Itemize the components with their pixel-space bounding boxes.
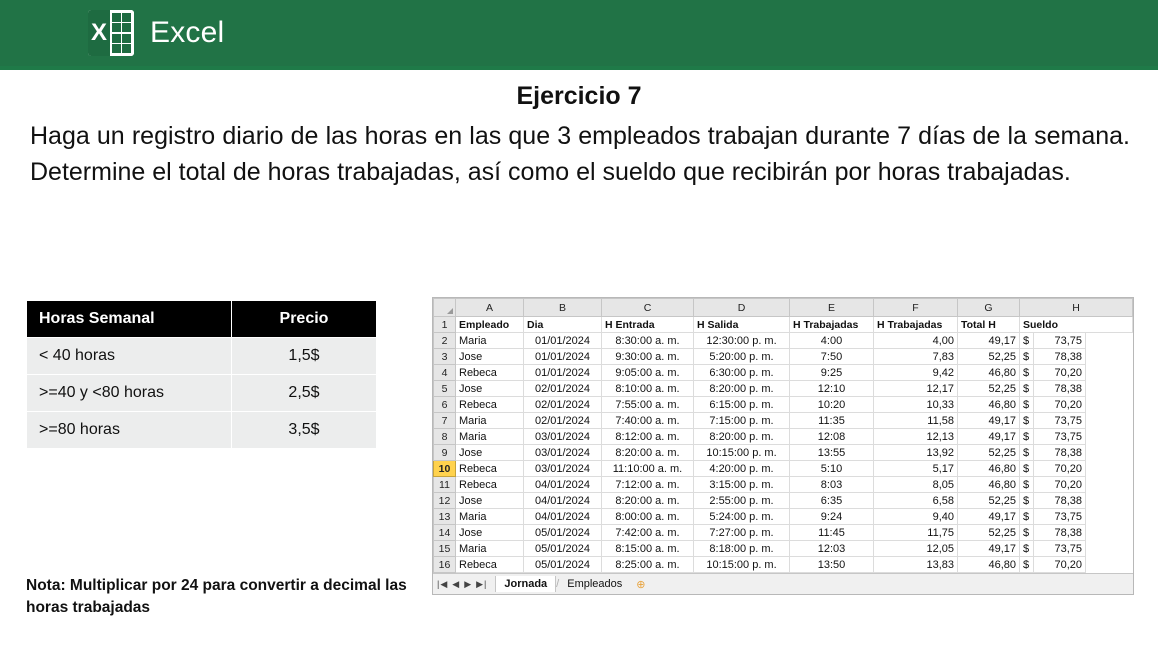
sheet-cell[interactable]: $ bbox=[1020, 397, 1034, 413]
sheet-cell[interactable]: 78,38 bbox=[1034, 493, 1086, 509]
sheet-cell[interactable]: 12:10 bbox=[790, 381, 874, 397]
sheet-cell[interactable]: $ bbox=[1020, 381, 1034, 397]
column-header-f[interactable]: F bbox=[874, 299, 958, 317]
sheet-cell[interactable]: 5:20:00 p. m. bbox=[694, 349, 790, 365]
sheet-cell[interactable]: 8,05 bbox=[874, 477, 958, 493]
sheet-cell[interactable]: $ bbox=[1020, 509, 1034, 525]
sheet-cell[interactable]: 7:15:00 p. m. bbox=[694, 413, 790, 429]
price-row-price: 1,5$ bbox=[232, 338, 377, 375]
sheet-row-5 bbox=[434, 381, 1133, 397]
sheet-header-cell[interactable]: H Trabajadas bbox=[790, 317, 874, 333]
sheet-cell[interactable]: Rebeca bbox=[456, 397, 524, 413]
sheet-cell[interactable]: 8:18:00 p. m. bbox=[694, 541, 790, 557]
sheet-header-cell[interactable]: Total H bbox=[958, 317, 1020, 333]
sheet-cell[interactable]: 70,20 bbox=[1034, 557, 1086, 573]
sheet-cell[interactable]: Rebeca bbox=[456, 557, 524, 573]
sheet-cell[interactable]: 52,25 bbox=[958, 445, 1020, 461]
sheet-row-6 bbox=[434, 397, 1133, 413]
sheet-cell[interactable]: 8:20:00 p. m. bbox=[694, 429, 790, 445]
sheet-cell[interactable]: 8:10:00 a. m. bbox=[602, 381, 694, 397]
row-header-11[interactable]: 11 bbox=[434, 477, 456, 493]
sheet-cell[interactable]: 04/01/2024 bbox=[524, 477, 602, 493]
sheet-cell[interactable]: 70,20 bbox=[1034, 397, 1086, 413]
header-divider bbox=[0, 66, 1158, 70]
sheet-cell[interactable]: 13:50 bbox=[790, 557, 874, 573]
sheet-cell[interactable]: 8:20:00 a. m. bbox=[602, 445, 694, 461]
sheet-cell[interactable]: $ bbox=[1020, 445, 1034, 461]
sheet-tab-empleados[interactable]: Empleados bbox=[567, 578, 623, 590]
sheet-cell[interactable]: 02/01/2024 bbox=[524, 413, 602, 429]
sheet-cell[interactable]: $ bbox=[1020, 557, 1034, 573]
sheet-row-13 bbox=[434, 509, 1133, 525]
sheet-cell[interactable]: 9,42 bbox=[874, 365, 958, 381]
sheet-cell[interactable]: Jose bbox=[456, 445, 524, 461]
sheet-header-cell[interactable]: Dia bbox=[524, 317, 602, 333]
row-header-14[interactable]: 14 bbox=[434, 525, 456, 541]
sheet-row-12 bbox=[434, 493, 1133, 509]
sheet-cell[interactable]: 12,17 bbox=[874, 381, 958, 397]
sheet-cell[interactable]: 10,33 bbox=[874, 397, 958, 413]
sheet-row-3 bbox=[434, 349, 1133, 365]
app-header bbox=[0, 0, 1158, 66]
sheet-row-8 bbox=[434, 429, 1133, 445]
sheet-cell[interactable]: 46,80 bbox=[958, 557, 1020, 573]
sheet-cell[interactable]: 9,40 bbox=[874, 509, 958, 525]
sheet-header-cell[interactable]: Empleado bbox=[456, 317, 524, 333]
sheet-row-1 bbox=[434, 317, 1133, 333]
tab-separator: / bbox=[556, 578, 560, 590]
row-header-12[interactable]: 12 bbox=[434, 493, 456, 509]
sheet-cell[interactable]: $ bbox=[1020, 429, 1034, 445]
sheet-cell[interactable]: 8:12:00 a. m. bbox=[602, 429, 694, 445]
sheet-cell[interactable]: 11,75 bbox=[874, 525, 958, 541]
sheet-cell[interactable]: 4,00 bbox=[874, 333, 958, 349]
sheet-cell[interactable]: 78,38 bbox=[1034, 381, 1086, 397]
sheet-cell[interactable]: 49,17 bbox=[958, 413, 1020, 429]
sheet-cell[interactable]: 52,25 bbox=[958, 381, 1020, 397]
row-header-8[interactable]: 8 bbox=[434, 429, 456, 445]
price-table-row bbox=[27, 338, 377, 375]
sheet-tab-bar bbox=[433, 573, 1133, 594]
column-header-e[interactable]: E bbox=[790, 299, 874, 317]
price-table-row bbox=[27, 412, 377, 449]
sheet-cell[interactable]: 03/01/2024 bbox=[524, 461, 602, 477]
sheet-cell[interactable]: 49,17 bbox=[958, 429, 1020, 445]
sheet-cell[interactable]: Maria bbox=[456, 429, 524, 445]
app-title: Excel bbox=[150, 16, 225, 49]
sheet-cell[interactable]: $ bbox=[1020, 413, 1034, 429]
sheet-cell[interactable]: $ bbox=[1020, 461, 1034, 477]
excel-logo-icon bbox=[88, 10, 134, 56]
sheet-cell[interactable]: 02/01/2024 bbox=[524, 381, 602, 397]
sheet-row-9 bbox=[434, 445, 1133, 461]
sheet-cell[interactable]: 4:00 bbox=[790, 333, 874, 349]
sheet-cell[interactable]: Maria bbox=[456, 509, 524, 525]
sheet-row-15 bbox=[434, 541, 1133, 557]
price-row-hours: < 40 horas bbox=[27, 338, 232, 375]
sheet-cell[interactable]: 10:15:00 p. m. bbox=[694, 445, 790, 461]
new-sheet-icon[interactable]: ⊕ bbox=[636, 578, 646, 591]
sheet-cell[interactable]: 6:35 bbox=[790, 493, 874, 509]
sheet-cell[interactable]: 13,83 bbox=[874, 557, 958, 573]
price-table-header-hours: Horas Semanal bbox=[27, 301, 232, 338]
sheet-cell[interactable]: 03/01/2024 bbox=[524, 429, 602, 445]
sheet-header-cell[interactable]: H Salida bbox=[694, 317, 790, 333]
sheet-cell[interactable]: 70,20 bbox=[1034, 461, 1086, 477]
row-header-15[interactable]: 15 bbox=[434, 541, 456, 557]
sheet-cell[interactable]: 5:10 bbox=[790, 461, 874, 477]
column-header-row bbox=[434, 299, 1133, 317]
sheet-cell[interactable]: 12:03 bbox=[790, 541, 874, 557]
logo-grid-icon bbox=[110, 10, 134, 56]
sheet-header-cell[interactable]: H Entrada bbox=[602, 317, 694, 333]
sheet-tab-jornada[interactable]: Jornada bbox=[495, 576, 556, 592]
sheet-cell[interactable]: 04/01/2024 bbox=[524, 493, 602, 509]
sheet-cell[interactable]: 73,75 bbox=[1034, 413, 1086, 429]
sheet-cell[interactable]: $ bbox=[1020, 541, 1034, 557]
sheet-cell[interactable]: 73,75 bbox=[1034, 509, 1086, 525]
sheet-row-10 bbox=[434, 461, 1133, 477]
price-row-hours: >=40 y <80 horas bbox=[27, 375, 232, 412]
price-table-header-row bbox=[27, 301, 377, 338]
sheet-cell[interactable]: 9:05:00 a. m. bbox=[602, 365, 694, 381]
price-table-row bbox=[27, 375, 377, 412]
sheet-cell[interactable]: 6:30:00 p. m. bbox=[694, 365, 790, 381]
sheet-cell[interactable]: 03/01/2024 bbox=[524, 445, 602, 461]
sheet-cell[interactable]: 7:42:00 a. m. bbox=[602, 525, 694, 541]
row-header-16[interactable]: 16 bbox=[434, 557, 456, 573]
sheet-cell[interactable]: 7:50 bbox=[790, 349, 874, 365]
sheet-cell[interactable]: 8:20:00 p. m. bbox=[694, 381, 790, 397]
sheet-nav-arrows[interactable] bbox=[437, 579, 487, 590]
sheet-cell[interactable]: 6,58 bbox=[874, 493, 958, 509]
sheet-cell[interactable]: Maria bbox=[456, 333, 524, 349]
sheet-cell[interactable]: 12:08 bbox=[790, 429, 874, 445]
select-all-corner[interactable] bbox=[434, 299, 456, 317]
price-row-hours: >=80 horas bbox=[27, 412, 232, 449]
sheet-cell[interactable]: $ bbox=[1020, 525, 1034, 541]
sheet-cell[interactable]: 10:20 bbox=[790, 397, 874, 413]
sheet-cell[interactable]: 8:30:00 a. m. bbox=[602, 333, 694, 349]
sheet-cell[interactable]: 49,17 bbox=[958, 333, 1020, 349]
sheet-cell[interactable]: 7,83 bbox=[874, 349, 958, 365]
column-header-a[interactable]: A bbox=[456, 299, 524, 317]
first-sheet-icon[interactable]: |◀ bbox=[437, 578, 449, 589]
prev-sheet-icon[interactable]: ◀ bbox=[452, 578, 461, 589]
sheet-header-cell[interactable]: Sueldo bbox=[1020, 317, 1133, 333]
sheet-cell[interactable]: 5,17 bbox=[874, 461, 958, 477]
exercise-title: Ejercicio 7 bbox=[516, 82, 642, 110]
sheet-cell[interactable]: 49,17 bbox=[958, 509, 1020, 525]
sheet-cell[interactable]: Rebeca bbox=[456, 477, 524, 493]
sheet-cell[interactable]: 46,80 bbox=[958, 397, 1020, 413]
spreadsheet-screenshot bbox=[432, 297, 1134, 595]
exercise-paragraph: Haga un registro diario de las horas en las que 3 empleados trabajan durante 7 días de la semana. Determine el total de horas trabajadas, así como el sueldo que recibirán por horas trabajadas. bbox=[30, 122, 1130, 187]
sheet-cell[interactable]: 05/01/2024 bbox=[524, 557, 602, 573]
sheet-cell[interactable]: 11:45 bbox=[790, 525, 874, 541]
row-header-1[interactable]: 1 bbox=[434, 317, 456, 333]
price-row-price: 3,5$ bbox=[232, 412, 377, 449]
sheet-cell[interactable]: 78,38 bbox=[1034, 349, 1086, 365]
row-header-3[interactable]: 3 bbox=[434, 349, 456, 365]
price-table-header-price: Precio bbox=[232, 301, 377, 338]
sheet-cell[interactable]: Rebeca bbox=[456, 365, 524, 381]
sheet-cell[interactable]: 9:25 bbox=[790, 365, 874, 381]
price-table bbox=[26, 300, 377, 449]
sheet-cell[interactable]: 10:15:00 p. m. bbox=[694, 557, 790, 573]
sheet-cell[interactable]: 01/01/2024 bbox=[524, 349, 602, 365]
sheet-cell[interactable]: 01/01/2024 bbox=[524, 333, 602, 349]
price-row-price: 2,5$ bbox=[232, 375, 377, 412]
row-header-13[interactable]: 13 bbox=[434, 509, 456, 525]
sheet-cell[interactable]: 04/01/2024 bbox=[524, 509, 602, 525]
sheet-cell[interactable]: 9:24 bbox=[790, 509, 874, 525]
sheet-cell[interactable]: 73,75 bbox=[1034, 333, 1086, 349]
sheet-cell[interactable]: Maria bbox=[456, 413, 524, 429]
sheet-cell[interactable]: 05/01/2024 bbox=[524, 541, 602, 557]
sheet-cell[interactable]: Jose bbox=[456, 493, 524, 509]
sheet-row-16 bbox=[434, 557, 1133, 573]
sheet-cell[interactable]: 52,25 bbox=[958, 493, 1020, 509]
row-header-5[interactable]: 5 bbox=[434, 381, 456, 397]
sheet-row-14 bbox=[434, 525, 1133, 541]
sheet-cell[interactable]: 52,25 bbox=[958, 349, 1020, 365]
row-header-6[interactable]: 6 bbox=[434, 397, 456, 413]
sheet-cell[interactable]: 9:30:00 a. m. bbox=[602, 349, 694, 365]
sheet-cell[interactable]: 05/01/2024 bbox=[524, 525, 602, 541]
column-header-h[interactable]: H bbox=[1020, 299, 1133, 317]
sheet-cell[interactable]: 7:55:00 a. m. bbox=[602, 397, 694, 413]
row-header-9[interactable]: 9 bbox=[434, 445, 456, 461]
sheet-cell[interactable]: 01/01/2024 bbox=[524, 365, 602, 381]
sheet-cell[interactable]: 8:20:00 a. m. bbox=[602, 493, 694, 509]
sheet-row-11 bbox=[434, 477, 1133, 493]
sheet-cell[interactable]: 70,20 bbox=[1034, 365, 1086, 381]
last-sheet-icon[interactable]: ▶| bbox=[476, 578, 488, 589]
sheet-cell[interactable]: Maria bbox=[456, 541, 524, 557]
sheet-cell[interactable]: 11:35 bbox=[790, 413, 874, 429]
sheet-cell[interactable]: 5:24:00 p. m. bbox=[694, 509, 790, 525]
sheet-cell[interactable]: 52,25 bbox=[958, 525, 1020, 541]
note-text: Nota: Multiplicar por 24 para convertir a decimal las horas trabajadas bbox=[26, 577, 407, 617]
sheet-cell[interactable]: 7:40:00 a. m. bbox=[602, 413, 694, 429]
spreadsheet-grid bbox=[433, 298, 1133, 573]
row-header-2[interactable]: 2 bbox=[434, 333, 456, 349]
sheet-cell[interactable]: 2:55:00 p. m. bbox=[694, 493, 790, 509]
sheet-cell[interactable]: Jose bbox=[456, 381, 524, 397]
sheet-cell[interactable]: 78,38 bbox=[1034, 525, 1086, 541]
sheet-cell[interactable]: 70,20 bbox=[1034, 477, 1086, 493]
sheet-cell[interactable]: 8:25:00 a. m. bbox=[602, 557, 694, 573]
sheet-cell[interactable]: 7:12:00 a. m. bbox=[602, 477, 694, 493]
sheet-cell[interactable]: 73,75 bbox=[1034, 429, 1086, 445]
sheet-cell[interactable]: 12,13 bbox=[874, 429, 958, 445]
sheet-row-4 bbox=[434, 365, 1133, 381]
column-header-g[interactable]: G bbox=[958, 299, 1020, 317]
sheet-cell[interactable]: Rebeca bbox=[456, 461, 524, 477]
sheet-cell[interactable]: 4:20:00 p. m. bbox=[694, 461, 790, 477]
sheet-cell[interactable]: $ bbox=[1020, 333, 1034, 349]
sheet-cell[interactable]: 11:10:00 a. m. bbox=[602, 461, 694, 477]
sheet-cell[interactable]: 11,58 bbox=[874, 413, 958, 429]
sheet-cell[interactable]: $ bbox=[1020, 477, 1034, 493]
sheet-cell[interactable]: 02/01/2024 bbox=[524, 397, 602, 413]
sheet-header-cell[interactable]: H Trabajadas bbox=[874, 317, 958, 333]
sheet-cell[interactable]: 46,80 bbox=[958, 461, 1020, 477]
sheet-cell[interactable]: 8:00:00 a. m. bbox=[602, 509, 694, 525]
sheet-row-7 bbox=[434, 413, 1133, 429]
column-header-c[interactable]: C bbox=[602, 299, 694, 317]
sheet-cell[interactable]: 49,17 bbox=[958, 541, 1020, 557]
sheet-row-2 bbox=[434, 333, 1133, 349]
sheet-cell[interactable]: Jose bbox=[456, 525, 524, 541]
sheet-cell[interactable]: 8:03 bbox=[790, 477, 874, 493]
column-header-b[interactable]: B bbox=[524, 299, 602, 317]
logo-letter: X bbox=[88, 10, 110, 56]
sheet-cell[interactable]: 78,38 bbox=[1034, 445, 1086, 461]
row-header-4[interactable]: 4 bbox=[434, 365, 456, 381]
column-header-d[interactable]: D bbox=[694, 299, 790, 317]
row-header-10[interactable]: 10 bbox=[434, 461, 456, 477]
sheet-cell[interactable]: 13,92 bbox=[874, 445, 958, 461]
sheet-cell[interactable]: $ bbox=[1020, 493, 1034, 509]
next-sheet-icon[interactable]: ▶ bbox=[464, 578, 473, 589]
sheet-cell[interactable]: 73,75 bbox=[1034, 541, 1086, 557]
row-header-7[interactable]: 7 bbox=[434, 413, 456, 429]
sheet-cell[interactable]: 3:15:00 p. m. bbox=[694, 477, 790, 493]
sheet-cell[interactable]: Jose bbox=[456, 349, 524, 365]
sheet-cell[interactable]: 13:55 bbox=[790, 445, 874, 461]
sheet-cell[interactable]: 7:27:00 p. m. bbox=[694, 525, 790, 541]
sheet-cell[interactable]: 46,80 bbox=[958, 477, 1020, 493]
sheet-cell[interactable]: 8:15:00 a. m. bbox=[602, 541, 694, 557]
sheet-cell[interactable]: 46,80 bbox=[958, 365, 1020, 381]
sheet-cell[interactable]: $ bbox=[1020, 365, 1034, 381]
sheet-cell[interactable]: 12,05 bbox=[874, 541, 958, 557]
sheet-cell[interactable]: $ bbox=[1020, 349, 1034, 365]
sheet-cell[interactable]: 6:15:00 p. m. bbox=[694, 397, 790, 413]
sheet-cell[interactable]: 12:30:00 p. m. bbox=[694, 333, 790, 349]
